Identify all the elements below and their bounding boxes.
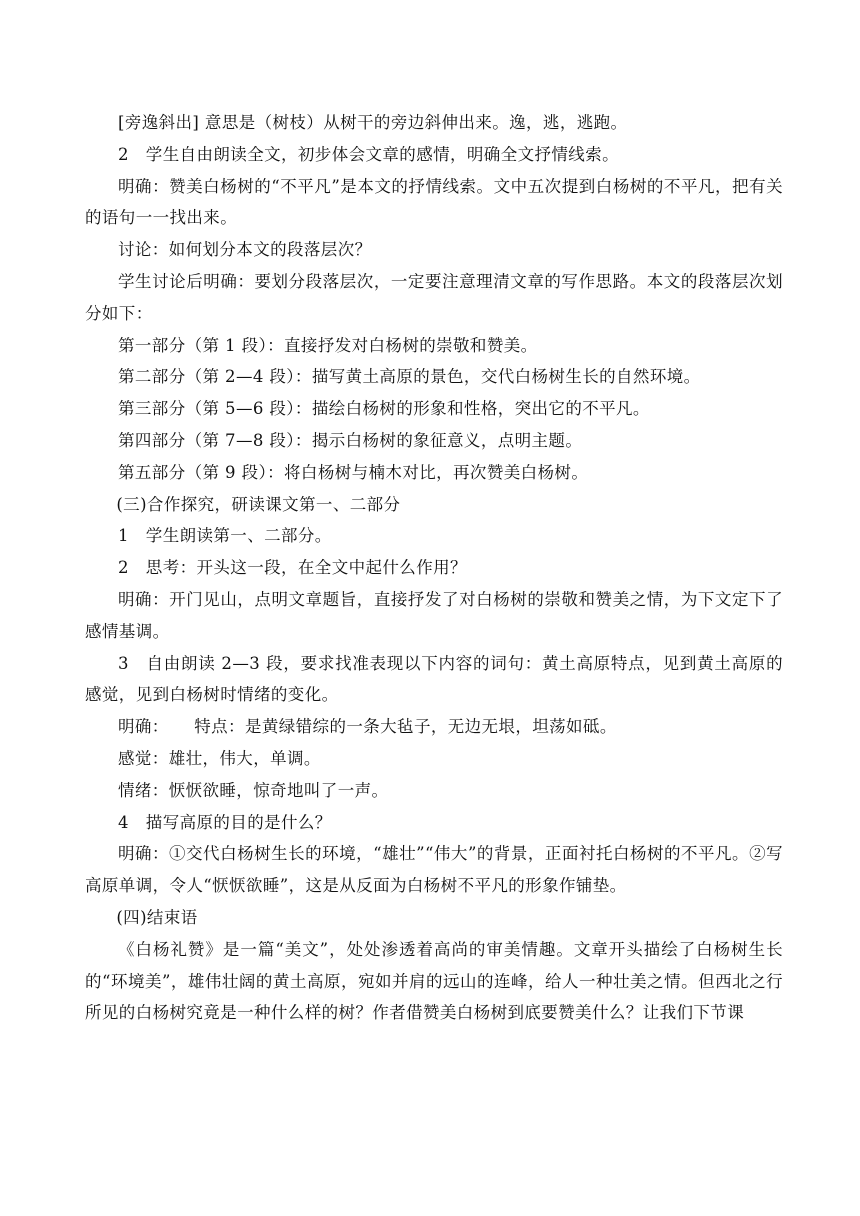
paragraph-step-2-think: 2 思考：开头这一段，在全文中起什么作用？	[118, 558, 467, 578]
paragraph-purpose-answer: 明确：①交代白杨树生长的环境，“雄壮”“伟大”的背景，正面衬托白杨树的不平凡。②写高原单调，令人“恹恹欲睡”，这是从反面为白杨树不平凡的形象作铺垫。	[85, 844, 783, 896]
paragraph-part-5: 第五部分（第 9 段）：将白杨树与楠木对比，再次赞美白杨树。	[118, 462, 589, 482]
paragraph-clue-answer: 明确：赞美白杨树的“不平凡”是本文的抒情线索。文中五次提到白杨树的不平凡，把有关的语句一一找出来。	[85, 176, 783, 228]
paragraph-part-4: 第四部分（第 7—8 段）：揭示白杨树的象征意义，点明主题。	[118, 430, 583, 450]
paragraph-part-2: 第二部分（第 2—4 段）：描写黄土高原的景色，交代白杨树生长的自然环境。	[118, 367, 701, 387]
paragraph-step-3-read: 3 自由朗读 2—3 段，要求找准表现以下内容的词句：黄土高原特点，见到黄土高原的感觉，见到白杨树时情绪的变化。	[85, 653, 783, 705]
paragraph-step-4-question: 4 描写高原的目的是什么？	[118, 812, 332, 832]
paragraph-feeling: 感觉：雄壮，伟大，单调。	[118, 748, 321, 768]
paragraph-step-1-read: 1 学生朗读第一、二部分。	[118, 526, 332, 546]
document-body	[85, 107, 783, 1029]
paragraph-conclusion: 《白杨礼赞》是一篇“美文”，处处渗透着高尚的审美情趣。文章开头描绘了白杨树生长的“环境美”，雄伟壮阔的黄土高原，宛如并肩的远山的连峰，给人一种壮美之情。但西北之行所见的白杨树究竟是一种什么样的树？作者借赞美白杨树到底要赞美什么？让我们下节课	[85, 939, 783, 1023]
paragraph-opening-answer: 明确：开门见山，点明文章题旨，直接抒发了对白杨树的崇敬和赞美之情，为下文定下了感情基调。	[85, 589, 783, 641]
paragraph-features-answer: 明确： 特点：是黄绿错综的一条大毡子，无边无垠，坦荡如砥。	[118, 717, 617, 737]
paragraph-discussion-question: 讨论：如何划分本文的段落层次？	[118, 240, 372, 260]
paragraph-part-1: 第一部分（第 1 段）：直接抒发对白杨树的崇敬和赞美。	[118, 335, 538, 355]
section-heading-3: (三)合作探究，研读课文第一、二部分	[116, 494, 401, 514]
paragraph-step-2-read: 2 学生自由朗读全文，初步体会文章的感情，明确全文抒情线索。	[118, 144, 619, 164]
section-heading-4: (四)结束语	[116, 907, 198, 927]
paragraph-emotion: 情绪：恹恹欲睡，惊奇地叫了一声。	[118, 780, 389, 800]
paragraph-discussion-answer: 学生讨论后明确：要划分段落层次，一定要注意理清文章的写作思路。本文的段落层次划分如下：	[85, 271, 783, 323]
paragraph-part-3: 第三部分（第 5—6 段）：描绘白杨树的形象和性格，突出它的不平凡。	[118, 399, 650, 419]
paragraph-annotation-pangyi: [旁逸斜出] 意思是（树枝）从树干的旁边斜伸出来。逸，逃，逃跑。	[118, 113, 628, 132]
